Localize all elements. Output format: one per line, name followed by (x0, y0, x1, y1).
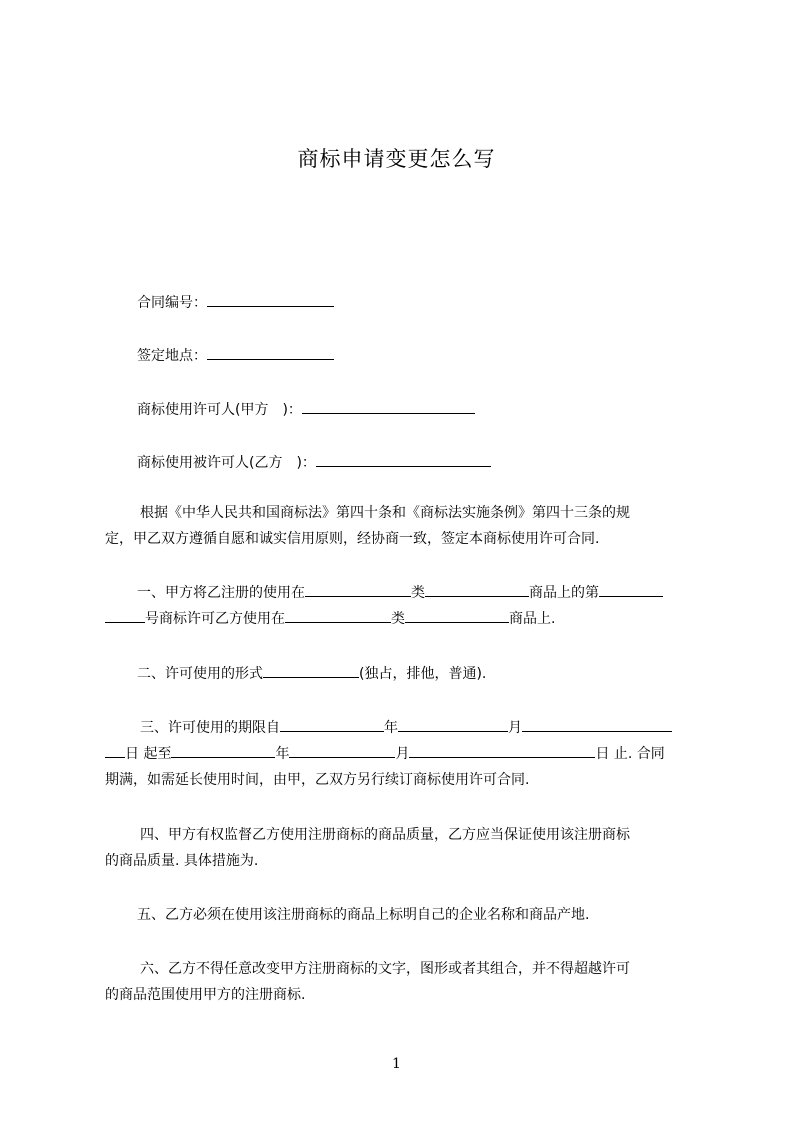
clause-3-text-2: 年 (384, 720, 398, 736)
clause-3-text-3: 月 (508, 720, 522, 736)
clause-1-text-2: 类 (411, 585, 425, 601)
clause-4-line-1: 四、甲方有权监督乙方使用注册商标的商品质量，乙方应当保证使用该注册商标 (140, 827, 630, 843)
clause-3-blank-start-month (398, 718, 508, 732)
clause-3-blank-start-day-cont (105, 744, 125, 758)
sign-place-field (137, 345, 334, 365)
clause-1-text-3: 商品上的第 (529, 585, 599, 601)
clause-3-line-2 (105, 741, 701, 767)
clause-1-blank-goods (425, 583, 529, 597)
clause-6-line-1: 六、乙方不得任意改变甲方注册商标的文字，图形或者其组合，并不得超越许可 (140, 961, 630, 977)
document-title: 商标申请变更怎么写 (297, 147, 496, 171)
clause-3-text-6: 月 (395, 746, 410, 762)
clause-1-text-6: 商品上. (509, 611, 556, 627)
clause-5-line-1: 五、乙方必须在使用该注册商标的商品上标明自己的企业名称和商品产地. (137, 907, 590, 923)
preamble-paragraph (105, 500, 701, 552)
licensee-label: 商标使用被许可人(乙方 )： (137, 455, 316, 471)
contract-number-blank (207, 293, 334, 307)
clause-3-text-7: 日 止. 合同 (595, 746, 665, 762)
clause-1-blank-class (305, 583, 411, 597)
clause-3-text-5: 年 (275, 746, 290, 762)
clause-1-line-1 (105, 580, 701, 606)
clause-2-text-1: 二、许可使用的形式 (137, 666, 263, 682)
clause-3-text-4: 日 起至 (125, 746, 172, 762)
page-number: 1 (392, 1056, 401, 1072)
clause-3 (105, 715, 701, 793)
licensor-field (137, 399, 475, 419)
clause-3-blank-start-day (522, 718, 672, 732)
clause-2-text-2: (独占，排他，普通). (359, 666, 487, 682)
licensee-field (137, 452, 491, 472)
licensor-blank (302, 400, 475, 414)
clause-1-blank-number-cont (105, 609, 145, 623)
clause-1-blank-class-2 (285, 609, 391, 623)
sign-place-blank (207, 346, 334, 360)
preamble-line-1: 根据《中华人民共和国商标法》第四十条和《商标法实施条例》第四十三条的规 (140, 505, 630, 521)
clause-1 (105, 580, 701, 632)
clause-3-blank-end-year (171, 744, 275, 758)
clause-1-text-4: 号商标许可乙方使用在 (145, 611, 285, 627)
contract-number-label: 合同编号： (137, 295, 207, 311)
clause-2-line-1 (105, 661, 701, 687)
clause-3-blank-end-day (409, 744, 595, 758)
sign-place-label: 签定地点： (137, 348, 207, 364)
clause-3-line-1 (105, 715, 701, 741)
clause-1-text-5: 类 (391, 611, 405, 627)
contract-number-field (137, 292, 334, 312)
clause-3-text-1: 三、许可使用的期限自 (140, 720, 280, 736)
clause-1-text-1: 一、甲方将乙注册的使用在 (137, 585, 305, 601)
clause-4-line-2: 的商品质量. 具体措施为. (105, 853, 259, 869)
licensor-label: 商标使用许可人(甲方 )： (137, 402, 302, 418)
clause-3-blank-end-month (289, 744, 395, 758)
clause-6 (105, 956, 701, 1008)
clause-1-line-2 (105, 606, 701, 632)
clause-2-blank-form (263, 664, 359, 678)
clause-4 (105, 822, 701, 874)
clause-3-blank-start-year (280, 718, 384, 732)
licensee-blank (316, 453, 491, 467)
clause-1-blank-goods-2 (405, 609, 509, 623)
clause-6-line-2: 的商品范围使用甲方的注册商标. (105, 987, 306, 1003)
clause-1-blank-number (599, 583, 663, 597)
preamble-line-2: 定，甲乙双方遵循自愿和诚实信用原则，经协商一致，签定本商标使用许可合同. (105, 531, 600, 547)
clause-2 (105, 661, 701, 687)
clause-3-line-3: 期满，如需延长使用时间，由甲，乙双方另行续订商标使用许可合同. (105, 772, 530, 788)
clause-5 (105, 902, 701, 928)
